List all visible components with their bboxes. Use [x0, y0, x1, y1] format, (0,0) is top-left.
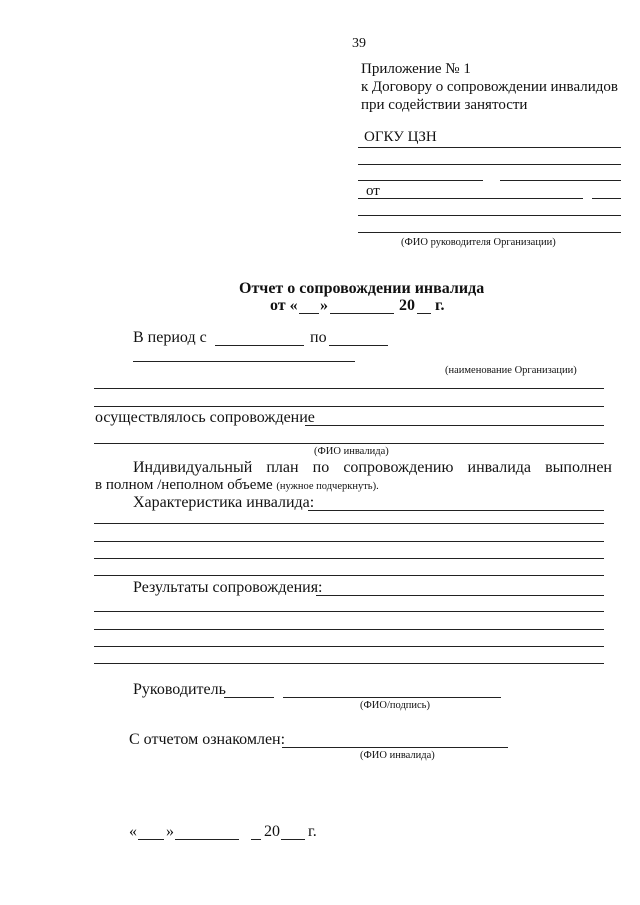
report-date-month-blank: [330, 313, 394, 314]
period-from-blank: [215, 345, 304, 346]
accompaniment-label: осуществлялось сопровождение: [95, 409, 315, 426]
appendix-contract-line: [361, 80, 618, 95]
addressee-line: [358, 215, 621, 216]
accompaniment-name-blank: [305, 425, 604, 426]
addressee-line: [358, 147, 621, 148]
addressee-line: [358, 232, 621, 233]
accompaniment-name-line: [94, 443, 604, 444]
footer-date-day-blank: [138, 839, 164, 840]
characteristic-line: [94, 541, 604, 542]
report-date-year-blank: [417, 313, 431, 314]
org-name-line: [94, 406, 604, 407]
addressee-line: [358, 198, 583, 199]
appendix-word: о: [435, 79, 444, 95]
addressee-from-label: от: [366, 183, 380, 199]
report-date-prefix: от «: [270, 297, 298, 314]
appendix-word: Договору: [371, 79, 433, 95]
appendix-word: инвалидов: [550, 79, 618, 95]
head-label: Руководитель: [133, 681, 226, 698]
report-title: Отчет о сопровождении инвалида: [239, 280, 485, 297]
addressee-line: [592, 198, 621, 199]
acquainted-caption: (ФИО инвалида): [360, 750, 435, 761]
org-name-line: [133, 361, 355, 362]
results-line: [94, 646, 604, 647]
acquainted-blank: [282, 747, 508, 748]
results-line: [94, 629, 604, 630]
footer-date-year-blank: [281, 839, 305, 840]
results-line: [94, 663, 604, 664]
addressee-caption: (ФИО руководителя Организации): [401, 237, 556, 248]
report-date-year: 20: [399, 297, 415, 314]
results-blank: [316, 595, 604, 596]
report-date-suffix: г.: [435, 297, 445, 314]
report-date-day-blank: [299, 313, 319, 314]
head-name-blank: [283, 697, 501, 698]
characteristic-label: Характеристика инвалида:: [133, 494, 315, 511]
head-signature-blank: [224, 697, 274, 698]
addressee-line: [358, 180, 483, 181]
plan-word: сопровождению: [343, 459, 454, 476]
results-label: Результаты сопровождения:: [133, 579, 323, 596]
plan-word: Индивидуальный: [133, 459, 253, 476]
plan-word: план: [266, 459, 299, 476]
characteristic-line: [94, 558, 604, 559]
period-to-blank: [329, 345, 388, 346]
plan-word: выполнен: [545, 459, 612, 476]
plan-scope-note: (нужное подчеркнуть).: [276, 481, 379, 492]
addressee-org: ОГКУ ЦЗН: [364, 129, 437, 145]
footer-date-open-quote: «: [129, 823, 137, 840]
characteristic-blank: [308, 510, 604, 511]
characteristic-line: [94, 575, 604, 576]
plan-scope-text: в полном /неполном объеме: [95, 477, 273, 493]
characteristic-line: [94, 523, 604, 524]
plan-line: [133, 460, 612, 476]
period-label: В период с: [133, 329, 207, 346]
appendix-word: сопровождении: [446, 79, 547, 95]
footer-date-year: 20: [264, 823, 280, 840]
plan-word: по: [312, 459, 330, 476]
acquainted-label: С отчетом ознакомлен:: [129, 731, 286, 748]
footer-date-month-blank: [175, 839, 239, 840]
footer-date-close-quote: »: [166, 823, 174, 840]
org-name-line: [94, 388, 604, 389]
appendix-word: к: [361, 79, 369, 95]
page-number: 39: [352, 36, 366, 51]
appendix-subtitle: при содействии занятости: [361, 97, 528, 113]
org-name-caption: (наименование Организации): [445, 365, 577, 376]
appendix-title: Приложение № 1: [361, 61, 471, 77]
period-to-label: по: [310, 329, 327, 346]
report-date-close-quote: »: [320, 297, 328, 314]
footer-date-gap-blank: [251, 839, 261, 840]
results-line: [94, 611, 604, 612]
plan-word: инвалида: [467, 459, 532, 476]
addressee-line: [358, 164, 621, 165]
head-caption: (ФИО/подпись): [360, 700, 430, 711]
addressee-line: [500, 180, 621, 181]
plan-scope: [95, 478, 379, 493]
footer-date-suffix: г.: [308, 823, 317, 840]
accompaniment-caption: (ФИО инвалида): [314, 446, 389, 457]
